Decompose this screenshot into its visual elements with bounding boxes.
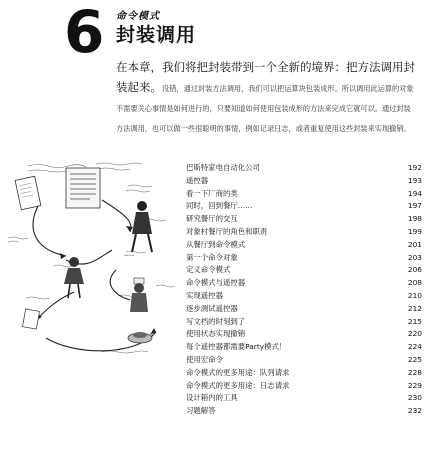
toc-entry-title: 习题解答	[186, 406, 216, 416]
toc-entry[interactable]	[186, 264, 422, 277]
toc-entry[interactable]	[186, 252, 422, 265]
toc-entry-title: 从餐厅到命令模式	[186, 239, 246, 249]
toc-entry-page: 220	[407, 329, 422, 339]
toc-entry-page: 230	[407, 393, 422, 403]
table-of-contents	[186, 162, 422, 418]
chapter-kicker: 命令模式	[116, 11, 160, 22]
toc-entry-title: 使用宏命令	[186, 354, 223, 364]
toc-entry[interactable]	[186, 188, 422, 201]
toc-entry-page: 199	[407, 226, 422, 236]
toc-entry-page: 201	[407, 239, 422, 249]
toc-entry-title: 逐步测试遥控器	[186, 303, 238, 313]
toc-entry-page: 192	[407, 163, 422, 172]
dish-plate	[128, 332, 152, 343]
toc-entry-title: 命令模式与遥控器	[186, 278, 246, 288]
toc-entry[interactable]	[186, 392, 422, 405]
toc-entry-title: 巴斯特家电自动化公司	[186, 163, 260, 172]
small-slip	[23, 309, 40, 329]
toc-entry-title: 第一个命令对象	[186, 252, 238, 262]
toc-entry[interactable]	[186, 328, 422, 341]
toc-entry-title: 使用状态实现撤销	[186, 329, 246, 339]
intro-body: 没错，通过封装方法调用，我们可以把运算块包装成形。所以调用此运算的对象不需要关心事情是如何进行的，只要知道如何使用包装成形的方法来完成它就可以。通过封装方法调用，也可以做一些很聪明的事情，例如记录日志，或者重复使用这些封装来实现撤销。	[116, 84, 414, 133]
toc-entry-title: 写文档的时刻到了	[186, 316, 246, 326]
toc-entry-page: 197	[407, 201, 422, 211]
toc-entry[interactable]	[186, 380, 422, 393]
toc-entry[interactable]	[186, 239, 422, 252]
toc-entry-page: 232	[407, 406, 422, 416]
customer-figure	[132, 201, 152, 252]
toc-entry[interactable]	[186, 367, 422, 380]
toc-entry[interactable]	[186, 213, 422, 226]
toc-entry-title: 命令模式的更多用途：队列请求	[186, 367, 290, 377]
cook-figure	[130, 278, 148, 312]
toc-entry[interactable]	[186, 200, 422, 213]
toc-entry[interactable]	[186, 354, 422, 367]
toc-entry-page: 210	[407, 290, 422, 300]
toc-entry-page: 203	[407, 252, 422, 262]
toc-entry-title: 同时，回到餐厅……	[186, 201, 253, 211]
toc-entry[interactable]	[186, 175, 422, 188]
waitress-figure	[64, 257, 84, 298]
toc-entry[interactable]	[186, 226, 422, 239]
toc-entry-page: 208	[407, 278, 422, 288]
toc-entry-page: 229	[407, 380, 422, 390]
toc-entry[interactable]	[186, 277, 422, 290]
checklist-card	[66, 168, 100, 208]
toc-entry-title: 设计箱内的工具	[186, 393, 238, 403]
toc-entry[interactable]	[186, 316, 422, 329]
toc-entry-page: 225	[407, 354, 422, 364]
toc-entry-title: 每个遥控器都需要Party模式！	[186, 342, 287, 352]
chapter-illustration	[6, 160, 182, 360]
intro-lead: 在本章，我们将把封装带到一个全新的境界：把方法调用封装起来。	[116, 60, 415, 94]
toc-entry-page: 194	[407, 188, 422, 198]
toc-entry-page: 212	[407, 303, 422, 313]
toc-entry-page: 206	[407, 265, 422, 275]
toc-entry-title: 定义命令模式	[186, 265, 231, 275]
toc-entry-title: 遥控器	[186, 175, 209, 185]
toc-entry-page: 198	[407, 214, 422, 224]
toc-entry[interactable]	[186, 405, 422, 418]
toc-entry-page: 215	[407, 316, 422, 326]
toc-entry[interactable]	[186, 341, 422, 354]
toc-entry-title: 研究餐厅的交互	[186, 214, 238, 224]
toc-entry-page: 228	[407, 367, 422, 377]
chapter-title: 封装调用	[116, 24, 197, 46]
toc-entry[interactable]	[186, 162, 422, 175]
toc-entry[interactable]	[186, 290, 422, 303]
chapter-intro	[116, 56, 416, 135]
order-slip	[15, 176, 41, 210]
toc-entry-title: 实现遥控器	[186, 290, 223, 300]
toc-entry-title: 看一下厂商的类	[186, 188, 238, 198]
chapter-number: 6	[64, 0, 105, 66]
toc-entry-title: 命令模式的更多用途：日志请求	[186, 380, 290, 390]
toc-entry-page: 224	[407, 342, 422, 352]
toc-entry[interactable]	[186, 303, 422, 316]
toc-entry-page: 193	[407, 175, 422, 185]
toc-entry-title: 对象村餐厅的角色和职责	[186, 226, 268, 236]
